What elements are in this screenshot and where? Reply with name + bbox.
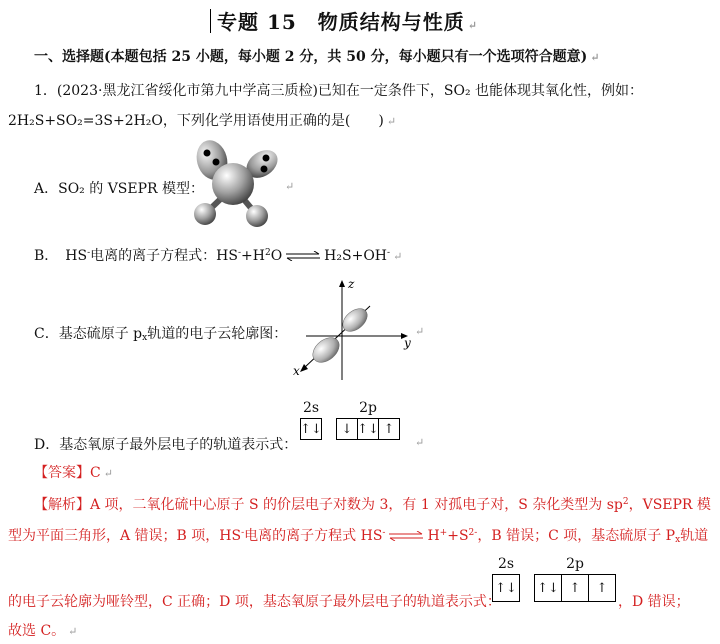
x-axis-label: x — [293, 364, 300, 378]
px-orbital-figure — [286, 276, 425, 384]
analysis-line4 — [8, 620, 77, 640]
stem-text: 1．(2023·黑龙江省绥化市第九中学高三质检)已知在一定条件下，SO₂ 也能体现其氧化性，例如： — [34, 83, 644, 99]
analysis-text: 故选 C。 — [8, 623, 66, 639]
orbital-box: ↑↓ — [358, 419, 379, 439]
question-stem-line1 — [34, 80, 643, 100]
outer-atom-right — [246, 205, 268, 227]
orbital-lobe-lower — [308, 333, 344, 368]
analysis-text: 的电子云轮廓为哑铃型，C 正确；D 项，基态氧原子最外层电子的轨道表示式： — [8, 594, 501, 610]
equation-rhs: H₂S+OH — [324, 248, 388, 264]
y-axis-label: y — [404, 336, 411, 350]
sup: - — [241, 528, 245, 538]
return-mark: ↵ — [285, 180, 295, 193]
option-c — [34, 323, 287, 343]
analysis-text: 轨道 — [680, 528, 709, 544]
answer-line — [34, 462, 113, 482]
equation-lhs: O — [270, 248, 283, 264]
orbital-diagram-analysis — [492, 556, 616, 602]
analysis-text: ，VSEPR 模 — [628, 497, 711, 513]
central-atom — [212, 163, 254, 205]
option-c-text: 轨道的电子云轮廓图： — [147, 326, 288, 342]
return-mark: ↵ — [590, 51, 600, 64]
orbital-group-2s — [300, 400, 322, 440]
option-a — [34, 178, 204, 198]
analysis-text: ，B 错误；C 项，基态硫原子 P — [477, 528, 676, 544]
analysis-text: 【解析】A 项，二氧化硫中心原子 S 的价层电子对数为 3，有 1 对孤电子对，S 杂化类型为 sp — [34, 497, 623, 513]
orbital-box: ↑ — [562, 575, 589, 601]
page-title — [210, 6, 478, 35]
orbital-box: ↓ — [337, 419, 358, 439]
return-mark: ↵ — [393, 250, 403, 263]
return-mark: ↵ — [103, 467, 113, 480]
option-b-label: B． HS — [34, 248, 88, 264]
return-mark: ↵ — [415, 436, 425, 449]
orbital-group-2p — [336, 400, 400, 440]
charge-sup: - — [87, 248, 91, 258]
analysis-text: 电离的离子方程式 HS — [244, 528, 383, 544]
option-b — [34, 245, 402, 265]
stem-text: 2H₂S+SO₂=3S+2H₂O，下列化学用语使用正确的是( ) — [8, 113, 384, 129]
analysis-text: ，D 错误； — [618, 594, 690, 610]
orbital-box: ↑ — [596, 580, 608, 596]
charge-sup: - — [237, 248, 241, 258]
electron-dot — [204, 150, 211, 157]
electron-dot — [213, 159, 220, 166]
outer-atom-left — [194, 203, 216, 225]
orbital-boxes-2s — [492, 574, 520, 602]
analysis-line3 — [8, 591, 501, 611]
sup: 2 — [622, 497, 629, 507]
question-stem-line2 — [8, 110, 396, 130]
sub: x — [675, 535, 681, 545]
section-text: 一、选择题(本题包括 25 小题，每小题 2 分，共 50 分，每小题只有一个选项符合题意) — [34, 49, 588, 65]
title-text: 专题 15 物质结构与性质 — [217, 10, 465, 34]
orbital-group-2s — [492, 556, 520, 602]
return-mark: ↵ — [68, 625, 78, 638]
electron-dot — [263, 155, 270, 162]
return-mark: ↵ — [415, 325, 425, 338]
orbital-box: ↑↓ — [495, 580, 517, 596]
orbital-box: ↑ — [383, 421, 395, 437]
title-rule — [210, 9, 211, 33]
equation-lhs: +H — [241, 248, 265, 264]
z-arrow-icon — [339, 280, 345, 287]
sup: - — [382, 528, 386, 538]
option-b-text: 电离的离子方程式：HS — [90, 248, 238, 264]
orbital-diagram-d — [300, 400, 400, 440]
orbital-box: ↑↓ — [535, 575, 562, 601]
z-axis-label: z — [348, 277, 355, 291]
orbital-box: ↑↓ — [300, 421, 322, 437]
analysis-text: 型为平面三角形，A 错误；B 项，HS — [8, 528, 242, 544]
orbital-label-2s: 2s — [497, 556, 515, 572]
analysis-text: H — [427, 528, 440, 544]
orbital-label-2s: 2s — [302, 400, 320, 416]
option-a-text: A．SO₂ 的 VSEPR 模型： — [34, 181, 205, 197]
sup: + — [439, 528, 448, 538]
option-d-text: D．基态氧原子最外层电子的轨道表示式： — [34, 437, 298, 453]
vsepr-model-figure — [188, 138, 288, 230]
orbital-boxes-2p — [336, 418, 400, 440]
option-d — [34, 434, 297, 454]
analysis-text: +S — [447, 528, 469, 544]
orbital-boxes-2p — [534, 574, 616, 602]
electron-dot — [261, 166, 268, 173]
equilibrium-arrow-icon — [285, 251, 321, 261]
charge-sup: - — [387, 248, 391, 258]
equilibrium-arrow-icon — [388, 531, 424, 541]
option-c-label: C．基态硫原子 p — [34, 326, 143, 342]
answer-text: 【答案】C — [34, 465, 101, 481]
sub: x — [142, 333, 148, 343]
orbital-label-2p: 2p — [566, 556, 584, 572]
analysis-line1 — [34, 494, 711, 514]
return-mark: ↵ — [386, 115, 397, 128]
analysis-line3-tail — [618, 591, 690, 611]
analysis-line2 — [8, 525, 708, 545]
orbital-label-2p: 2p — [359, 400, 377, 416]
orbital-group-2p — [534, 556, 616, 602]
sup: 2 — [264, 248, 271, 258]
sup: 2- — [468, 528, 478, 538]
section-heading — [34, 46, 599, 66]
orbital-boxes-2s — [300, 418, 322, 440]
return-mark: ↵ — [467, 19, 479, 32]
